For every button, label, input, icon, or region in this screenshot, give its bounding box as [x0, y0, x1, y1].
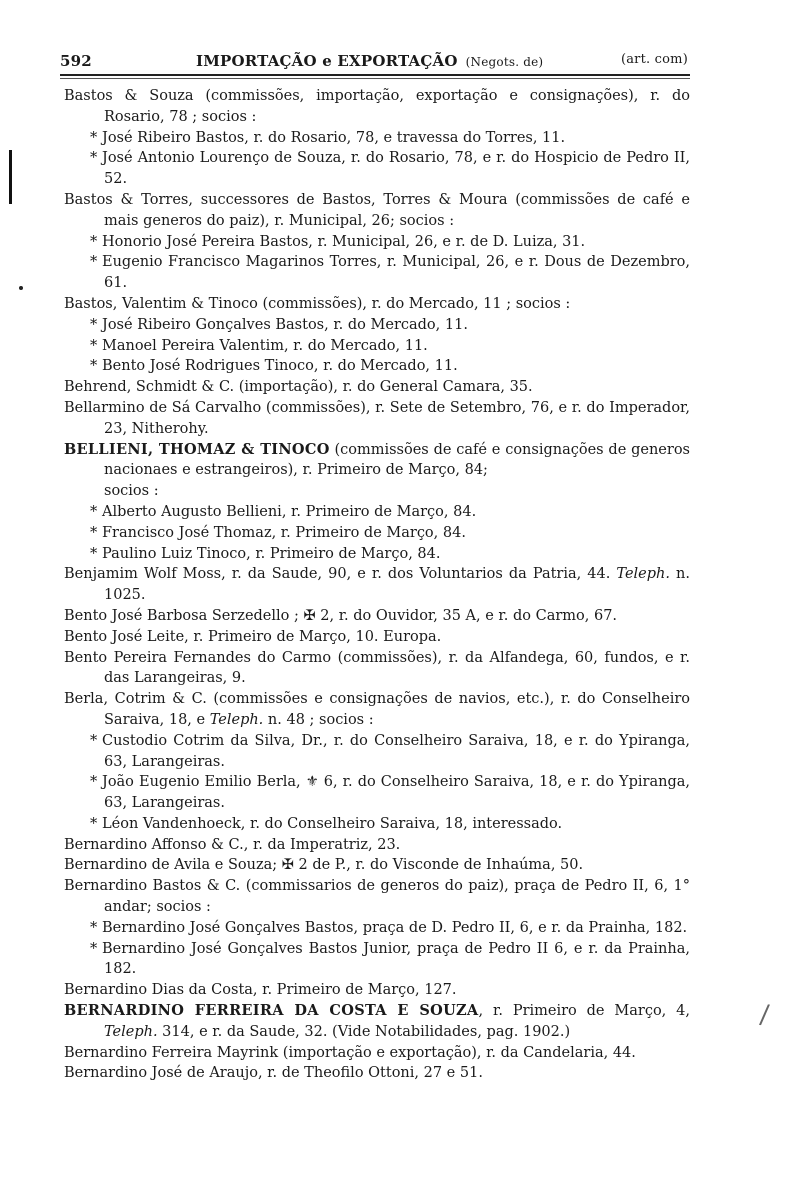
asterisk-marker: * [90, 150, 98, 167]
asterisk-marker: * [90, 358, 98, 375]
firm-entry [64, 377, 690, 398]
asterisk-marker: * [90, 545, 98, 562]
asterisk-marker: * [90, 233, 98, 250]
margin-pencil-mark: / [758, 999, 771, 1031]
entry-text: socios : [104, 483, 159, 500]
asterisk-marker: * [90, 732, 98, 749]
entry-text: Custodio Cotrim da Silva, Dr., r. do Conselheiro Saraiva, 18, e r. do Ypiranga, 63, Larangeiras. [102, 732, 690, 770]
telephone-label: Teleph. [104, 1023, 158, 1040]
asterisk-marker: * [90, 774, 98, 791]
entry-text: José Antonio Lourenço de Souza, r. do Rosario, 78, e r. do Hospicio de Pedro II, 52. [102, 150, 690, 188]
partner-line [64, 148, 690, 190]
firm-entry [64, 648, 690, 690]
firm-entry [64, 190, 690, 232]
entry-text: Paulino Luiz Tinoco, r. Primeiro de Março, 84. [102, 545, 441, 562]
title-text: IMPORTAÇÃO e EXPORTAÇÃO [196, 52, 458, 70]
firm-entry [64, 689, 690, 731]
firm-entry [64, 876, 690, 918]
firm-entry [64, 855, 690, 876]
page-number: 592 [60, 52, 92, 70]
socios-label [64, 481, 690, 502]
entry-text: Bernardino de Avila e Souza; ✠ 2 de P., r. do Visconde de Inhaúma, 50. [64, 857, 584, 874]
entry-text: Bernardino Ferreira Mayrink (importação e exportação), r. da Candelaria, 44. [64, 1044, 636, 1061]
entry-text: Bento José Leite, r. Primeiro de Março, 10. Europa. [64, 628, 442, 645]
entry-text: , r. Primeiro de Março, 4, [478, 1003, 690, 1020]
telephone-label: Teleph. [209, 711, 264, 728]
entry-text: Bento José Rodrigues Tinoco, r. do Mercado, 11. [102, 358, 458, 375]
entry-text: Bento José Barbosa Serzedello ; ✠ 2, r. do Ouvidor, 35 A, e r. do Carmo, 67. [64, 607, 618, 624]
entry-text: Bento Pereira Fernandes do Carmo (commissões), r. da Alfandega, 60, fundos, e r. das Larangeiras, 9. [64, 649, 690, 687]
firm-entry [64, 564, 690, 606]
partner-line [64, 315, 690, 336]
partner-line [64, 731, 690, 773]
asterisk-marker: * [90, 919, 98, 936]
entry-text: Bastos & Torres, successores de Bastos, Torres & Moura (commissões de café e mais generos do paiz), r. Municipal, 26; socios : [64, 191, 690, 229]
entry-text: José Ribeiro Gonçalves Bastos, r. do Mercado, 11. [102, 316, 468, 333]
firm-entry [64, 398, 690, 440]
partner-line [64, 252, 690, 294]
margin-dot-mark [19, 286, 23, 290]
entry-text: Francisco José Thomaz, r. Primeiro de Março, 84. [102, 524, 466, 541]
partner-line [64, 523, 690, 544]
entry-text: (commissões de café e consignações de generos nacionaes e estrangeiros), r. Primeiro de Março, 84; [104, 441, 690, 479]
partner-line [64, 939, 690, 981]
entry-text: Berla, Cotrim & C. (commissões e consignações de navios, etc.), r. do Conselheiro Saraiva, 18, e [64, 691, 690, 728]
partner-line [64, 356, 690, 377]
asterisk-marker: * [90, 940, 98, 957]
entry-text-continued: n. 48 ; socios : [263, 711, 374, 728]
entry-text: Benjamim Wolf Moss, r. da Saude, 90, e r. dos Voluntarios da Patria, 44. [64, 566, 611, 583]
entry-text: Bastos, Valentim & Tinoco (commissões), r. do Mercado, 11 ; socios : [64, 295, 571, 312]
firm-entry [64, 606, 690, 627]
entry-text: Eugenio Francisco Magarinos Torres, r. Municipal, 26, e r. Dous de Dezembro, 61. [102, 254, 690, 292]
entry-text: Bernardino José Gonçalves Bastos, praça de D. Pedro II, 6, e r. da Prainha, 182. [102, 919, 688, 936]
asterisk-marker: * [90, 129, 98, 146]
partner-line [64, 336, 690, 357]
page-header [60, 52, 688, 72]
partner-line [64, 232, 690, 253]
entry-text: José Ribeiro Bastos, r. do Rosario, 78, e travessa do Torres, 11. [102, 129, 566, 146]
firm-entry [64, 627, 690, 648]
title-subtitle: (Negots. de) [465, 55, 544, 69]
entry-text: Bellarmino de Sá Carvalho (commissões), r. Sete de Setembro, 76, e r. do Imperador, 23, Nitherohy. [64, 399, 690, 437]
firm-entry [64, 86, 690, 128]
firm-entry [64, 835, 690, 856]
entry-text: Bernardino Bastos & C. (commissarios de generos do paiz), praça de Pedro II, 6, 1° andar; socios : [64, 878, 690, 916]
entry-text: Bernardino Affonso & C., r. da Imperatriz, 23. [64, 836, 401, 853]
header-rule-thin [60, 78, 690, 79]
entry-text-continued: n. 1025. [104, 566, 691, 604]
partner-line [64, 918, 690, 939]
entry-text: Léon Vandenhoeck, r. do Conselheiro Saraiva, 18, interessado. [102, 815, 563, 832]
firm-entry [64, 1001, 690, 1043]
entry-text: Bernardino José Gonçalves Bastos Junior, praça de Pedro II 6, e r. da Prainha, 182. [102, 940, 690, 978]
entry-text: Behrend, Schmidt & C. (importação), r. do General Camara, 35. [64, 379, 533, 396]
entry-text: Bastos & Souza (commissões, importação, exportação e consignações), r. do Rosario, 78 ; socios : [64, 88, 690, 125]
entry-text-continued: 314, e r. da Saude, 32. (Vide Notabilidades, pag. 1902.) [157, 1023, 571, 1040]
firm-entry [64, 294, 690, 315]
telephone-label: Teleph. [616, 566, 670, 583]
firm-entry [64, 1063, 690, 1084]
firm-entry [64, 1043, 690, 1064]
asterisk-marker: * [90, 815, 98, 832]
directory-entries [64, 86, 690, 1084]
partner-line [64, 772, 690, 814]
asterisk-marker: * [90, 254, 98, 271]
firm-entry [64, 440, 690, 482]
partner-line [64, 814, 690, 835]
partner-line [64, 128, 690, 149]
article-label: (art. com) [620, 52, 688, 67]
margin-bracket-mark [9, 150, 12, 204]
asterisk-marker: * [90, 337, 98, 354]
entry-text: Bernardino José de Araujo, r. de Theofilo Ottoni, 27 e 51. [64, 1065, 483, 1082]
header-rule [60, 74, 690, 76]
page-title [196, 52, 543, 70]
entry-text: Honorio José Pereira Bastos, r. Municipal, 26, e r. de D. Luiza, 31. [102, 233, 586, 250]
partner-line [64, 544, 690, 565]
entry-text: Manoel Pereira Valentim, r. do Mercado, 11. [102, 337, 428, 354]
firm-name: BERNARDINO FERREIRA DA COSTA E SOUZA [64, 1002, 479, 1020]
firm-entry [64, 980, 690, 1001]
partner-line [64, 502, 690, 523]
firm-name: BELLIENI, THOMAZ & TINOCO [64, 440, 330, 458]
asterisk-marker: * [90, 503, 98, 520]
asterisk-marker: * [90, 524, 98, 541]
entry-text: Bernardino Dias da Costa, r. Primeiro de Março, 127. [64, 982, 457, 999]
entry-text: João Eugenio Emilio Berla, ⚜ 6, r. do Conselheiro Saraiva, 18, e r. do Ypiranga, 63, Larangeiras. [102, 774, 690, 812]
asterisk-marker: * [90, 316, 98, 333]
entry-text: Alberto Augusto Bellieni, r. Primeiro de Março, 84. [102, 503, 477, 520]
